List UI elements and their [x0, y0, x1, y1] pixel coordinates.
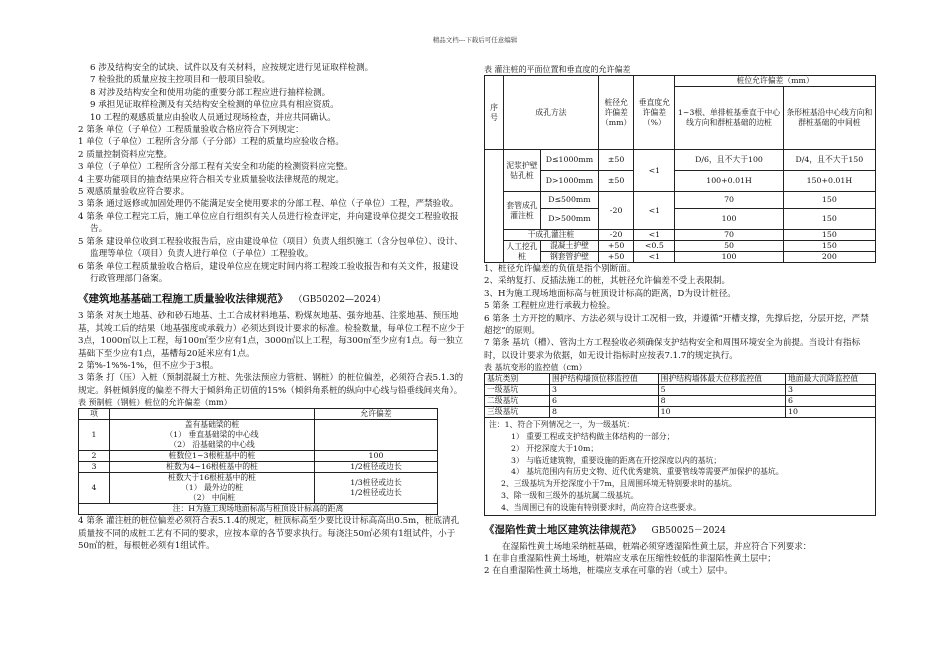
paragraph: 在湿陷性黄土场地采纳桩基础，桩端必须穿透湿陷性黄土层，并应符合下列要求： [502, 541, 812, 552]
table-cell: 150 [783, 192, 875, 209]
table-cell: D≤1000mm [541, 150, 599, 171]
table-cell: 70 [675, 192, 783, 209]
article-5: 5 第条 工程桩应进行承载力检验。 [484, 301, 616, 312]
table-cell: 一级基坑 [485, 385, 550, 396]
article-5: 5 第条 建设单位收到工程验收报告后，应由建设单位（项目）负责人组织施工（含分包单位）、设计、监理等单位（项目）负责人进行单位（子单位）工程验收。 [78, 236, 463, 260]
list-item: 2 在自重湿陷性黄土场地，桩端应支承在可靠的岩（或土）层中。 [484, 566, 733, 577]
table-header: 允许偏差 [315, 409, 438, 420]
table-cell: 3 [785, 385, 875, 396]
table-cell [110, 420, 315, 451]
pit-monitor-table [484, 373, 876, 515]
table-cell: 6 [785, 396, 875, 407]
table-cell: 2 [79, 451, 110, 462]
table-note: 1） 重要工程或支护结构做主体结构的一部分； [511, 432, 675, 442]
table-row [485, 418, 876, 515]
section-name: 《湿陷性黄土地区建筑法律规范》 [484, 523, 642, 536]
table-note: 注：1、符合下列情况之一，为一级基坑： [489, 420, 635, 430]
section-name: 《建筑地基基础工程施工质量验收法律规范》 [78, 293, 288, 306]
table-cell: 100+0.01H [675, 171, 783, 192]
pile-deviation-table [78, 408, 438, 515]
table-cell: 干成孔灌注桩 [504, 230, 599, 241]
table-header: 序号 [485, 76, 504, 150]
table-row [79, 473, 438, 504]
article-7: 7 第条 基坑（槽）、管沟土方工程验收必须确保支护结构安全和周围环境安全为前提。当设计有指标时，以设计要求为依据，如无设计指标时应按表7.1.7的规定执行。 [484, 338, 861, 361]
table-notes [485, 418, 876, 515]
list-item: 8 对涉及结构安全和使用功能的重要分部工程应进行抽样检测。 [90, 87, 331, 98]
table-cell: ±50 [598, 171, 633, 192]
section-title [484, 522, 876, 537]
table-cell: <1 [634, 150, 675, 192]
table-header: 桩位允许偏差（mm） [675, 76, 876, 87]
table-row [485, 171, 876, 192]
paragraph: 4 第条 灌注桩的桩位偏差必须符合表5.1.4的规定，桩顶标高至少要比设计标高高出0.5m，桩底清孔质量按不同的成桩工艺有不同的要求，应按本章的各节要求执行。每浇注50㎡必须有1组试件，小于50㎡的桩，每根桩必须有1组试件。 [78, 516, 460, 551]
table-cell: 4 [79, 473, 110, 504]
table-note: 注：H为施工现场地面标高与桩顶设计标高的距离 [79, 504, 438, 515]
list-item: 9 承担见证取样检测及有关结构安全检测的单位应具有相应资质。 [90, 100, 339, 111]
standard-code: （GB50202—2024） [298, 295, 386, 306]
table-note: 2、采纳复打、反插法施工的桩，其桩径允许偏差不受上表限制。 [484, 276, 731, 287]
table-row [79, 451, 438, 462]
table-cell: 1/2桩径或边长 [315, 462, 438, 473]
table-caption: 表 基坑变形的监控值（cm） [484, 363, 587, 373]
table-header [110, 409, 315, 420]
table-cell [110, 473, 315, 504]
table-row [485, 407, 876, 418]
table-cell: 70 [675, 230, 783, 241]
table-cell: 150 [783, 209, 875, 230]
cell-line: 1/3桩径或边长 [350, 478, 402, 488]
table-row [485, 396, 876, 407]
cell-line: 桩数大于16根桩基中的桩 [168, 473, 256, 483]
table-cell: 桩数为4~16根桩基中的桩 [110, 462, 315, 473]
section-title [78, 291, 466, 306]
list-item: 7 检验批的质量应按主控项目和一般项目验收。 [90, 75, 271, 86]
cell-line: （1） 最外边的桩 [180, 483, 244, 493]
table-cell: <0.5 [634, 241, 675, 252]
table-cell: 6 [550, 396, 659, 407]
table-cell: 二级基坑 [485, 396, 550, 407]
table-header: 围护结构墙顶位移监控值 [550, 374, 659, 385]
list-item: 6 涉及结构安全的试块、试件以及有关材料，应按规定进行见证取样检测。 [90, 63, 374, 73]
table-note: 4） 基坑范围内有历史文物、近代优秀建筑、重要管线等需要严加保护的基坑。 [511, 467, 784, 477]
table-cell: 50 [675, 241, 783, 252]
page-header: 精品文档---下载后可任意编辑 [432, 36, 518, 44]
table-row [79, 504, 438, 515]
table-cell: -20 [598, 192, 633, 230]
right-column [484, 64, 876, 578]
table-cell: 桩数位1~3根桩基中的桩 [110, 451, 315, 462]
table-cell: 人工挖孔桩 [504, 241, 541, 263]
article-3: 3 第条 通过返修或加固处理仍不能满足安全使用要求的分部工程、单位（子单位）工程，严禁验收。 [78, 199, 459, 210]
table-row [485, 241, 876, 252]
table-cell: D>500mm [541, 209, 599, 230]
list-item: 4 主要功能项目的抽查结果应符合相关专业质量验收法律规范的规定。 [78, 174, 345, 185]
table-cell: 10 [785, 407, 875, 418]
table-cell: ±50 [598, 150, 633, 171]
cell-line: 盖有基础梁的桩 [184, 420, 240, 430]
list-item: 5 观感质量验收应符合要求。 [78, 187, 190, 198]
table-note: 2、三级基坑为开挖深度小于7m，且周围环境无特别要求时的基坑。 [501, 479, 737, 489]
table-cell: 3 [550, 385, 659, 396]
article-6: 6 第条 土方开挖的顺序、方法必须与设计工况相一致，并遵循“开槽支撑，先撑后挖，分层开挖，严禁超挖”的原则。 [484, 313, 869, 337]
table-header: 垂直度允许偏差（%） [634, 76, 675, 150]
table-cell [485, 150, 504, 263]
table-cell: 100 [675, 209, 783, 230]
table-row [485, 252, 876, 263]
table-row [485, 209, 876, 230]
table-note: 3、H为施工现场地面标高与桩顶设计标高的距离，D为设计桩径。 [484, 288, 736, 299]
table-cell: 200 [783, 252, 875, 263]
table-cell [315, 473, 438, 504]
table-cell: 3 [79, 462, 110, 473]
article-2: 2 第条 单位（子单位）工程质量验收合格应符合下列规定： [78, 125, 304, 136]
table-cell: +50 [598, 252, 633, 263]
table-cell: 100 [315, 451, 438, 462]
table-cell: 150 [783, 230, 875, 241]
table-header: 基坑类别 [485, 374, 550, 385]
article-6: 6 第条 单位工程质量验收合格后，建设单位应在规定时间内将工程竣工验收报告和有关文件，报建设行政管理部门备案。 [78, 261, 459, 284]
table-cell: 三级基坑 [485, 407, 550, 418]
table-cell: 8 [550, 407, 659, 418]
table-row [485, 230, 876, 241]
table-cell: D>1000mm [541, 171, 599, 192]
table-note: 1、桩径允许偏差的负值是指个别断面。 [484, 264, 636, 274]
list-item: 2 质量控制资料应完整。 [78, 149, 173, 160]
table-cell [315, 420, 438, 451]
list-item: 1 在非自重湿陷性黄土场地，桩端应支承在压缩性较低的非湿陷性黄土层中； [484, 554, 776, 565]
list-item: 10 工程的观感质量应由验收人员通过现场检查，并应共同确认。 [90, 112, 336, 123]
table-cell: 钢套管护壁 [541, 252, 599, 263]
cell-line: （2） 沿基础梁的中心线 [169, 440, 255, 450]
paragraph: 3 第条 对灰土地基、砂和砂石地基、土工合成材料地基、粉煤灰地基、强夯地基、注浆地基、预压地基，其竣工后的结果（地基强度或承载力）必须达到设计要求的标准。检验数量，每单位工程不应少于3点，1000㎡以上工程，每100㎡至少应有1点，3000㎡以上工程，每300㎡至少应有1点。每一独立基础下至少应有1点，基槽每20延米应有1点。 [78, 311, 465, 359]
table-cell: 100 [675, 252, 783, 263]
paragraph: 3 第条 打（压）入桩（预制混凝土方桩、先张法预应力管桩、钢桩）的桩位偏差，必须符合表5.1.3的规定。斜桩倾斜度的偏差不得大于倾斜角正切值的15%（倾斜角系桩的纵向中心线与铅垂线间夹角）。 [78, 373, 464, 396]
table-cell: 1 [79, 420, 110, 451]
table-row [79, 420, 438, 451]
table-cell: -20 [598, 230, 633, 241]
table-cell: +50 [598, 241, 633, 252]
table-row [485, 192, 876, 209]
table-cell: 混凝土护壁 [541, 241, 599, 252]
list-item: 1 单位（子单位）工程所含分部（子分部）工程的质量均应验收合格。 [78, 137, 345, 148]
table-note: 2） 开挖深度大于10m； [511, 443, 599, 453]
table-cell: 150+0.01H [783, 171, 875, 192]
table-note: 3、除一级和三级外的基坑属二级基坑。 [501, 491, 639, 501]
table-cell: 套管成孔灌注桩 [504, 192, 541, 230]
table-header: 项 [79, 409, 110, 420]
table-caption: 表 预制桩（钢桩）桩位的允许偏差（mm） [78, 398, 232, 408]
table-cell: D/6，且不大于100 [675, 150, 783, 171]
table-cell: 5 [658, 385, 785, 396]
table-header: 成孔方法 [504, 76, 599, 150]
cell-line: （1） 垂直基础梁的中心线 [165, 430, 259, 440]
article-4: 4 第条 单位工程完工后，施工单位应自行组织有关人员进行检查评定，并向建设单位提交工程验收报告。 [78, 211, 459, 235]
cast-pile-table [484, 75, 876, 263]
standard-code: GB50025－2024 [651, 525, 726, 536]
table-row [485, 150, 876, 171]
table-cell: <1 [634, 230, 675, 241]
table-cell: 150 [783, 241, 875, 252]
table-cell: <1 [634, 192, 675, 230]
table-note: 3） 与临近建筑物，重要设施的距离在开挖深度以内的基坑； [511, 455, 722, 465]
cell-line: 1/2桩径或边长 [350, 488, 402, 498]
table-header: 地面最大沉降监控值 [785, 374, 875, 385]
table-cell: 10 [658, 407, 785, 418]
table-header: 围护结构墙体最大位移监控值 [658, 374, 785, 385]
table-cell: 泥浆护壁钻孔桩 [504, 150, 541, 192]
left-column [78, 62, 466, 552]
table-header: 桩径允许偏差（mm） [598, 76, 633, 150]
table-header: 1~3根、单排桩基垂直于中心线方向和群桩基础的边桩 [675, 87, 783, 150]
list-item: 3 单位（子单位）工程所含分部工程有关安全和功能的检测资料应完整。 [78, 162, 353, 173]
table-cell: D/4，且不大于150 [783, 150, 875, 171]
paragraph: 2 第%-1%%-1%，但不应少于3根。 [78, 360, 219, 371]
table-cell: D≤500mm [541, 192, 599, 209]
table-cell: <1 [634, 252, 675, 263]
table-note: 4、当周围已有的设施有特别要求时，尚应符合这些要求。 [501, 502, 701, 512]
table-caption: 表 灌注桩的平面位置和垂直度的允许偏差 [484, 65, 631, 74]
cell-line: （2） 中间桩 [188, 493, 236, 503]
table-row [79, 462, 438, 473]
table-header: 条形桩基沿中心线方向和群桩基础的中间桩 [783, 87, 875, 150]
table-cell: 8 [658, 396, 785, 407]
table-row [485, 385, 876, 396]
